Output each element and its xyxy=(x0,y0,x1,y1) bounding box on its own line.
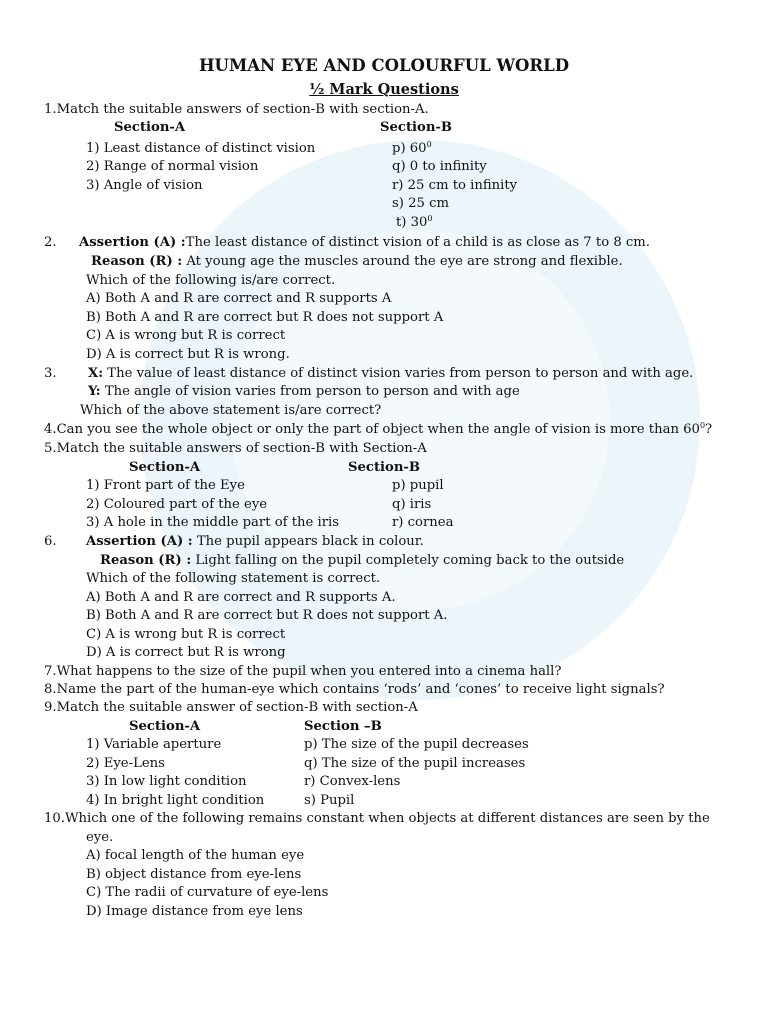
q6-option: D) A is correct but R is wrong xyxy=(86,645,286,660)
q9-b-item: r) Convex-lens xyxy=(304,774,401,789)
q6-reason: Reason (R) : Light falling on the pupil completely coming back to the outside xyxy=(100,553,625,568)
question-3-number: 3. xyxy=(44,366,57,381)
question-8: 8.Name the part of the human-eye which contains ‘rods’ and ‘cones’ to receive light signals? xyxy=(44,682,665,697)
q5-b-item: p) pupil xyxy=(392,478,444,493)
page-title: HUMAN EYE AND COLOURFUL WORLD xyxy=(198,56,570,75)
question-10-stem-continued: eye. xyxy=(86,830,114,845)
q6-option: A) Both A and R are correct and R supports A. xyxy=(86,590,396,605)
q9-section-a-heading: Section-A xyxy=(129,719,201,734)
q5-section-a-heading: Section-A xyxy=(129,460,201,475)
q5-section-b-heading: Section-B xyxy=(348,460,421,475)
q1-b-item: s) 25 cm xyxy=(392,196,449,211)
q1-b-item: t) $30^0$ xyxy=(396,214,433,230)
q2-option: A) Both A and R are correct and R supports A xyxy=(86,291,392,306)
question-9-stem: 9.Match the suitable answer of section-B with section-A xyxy=(44,700,418,715)
q5-b-item: r) cornea xyxy=(392,515,454,530)
q9-a-item: 1) Variable aperture xyxy=(86,737,222,752)
page-subtitle: ½ Mark Questions xyxy=(309,81,459,98)
question-7: 7.What happens to the size of the pupil when you entered into a cinema hall? xyxy=(44,664,562,679)
q5-a-item: 3) A hole in the middle part of the iris xyxy=(86,515,340,530)
q6-assertion: Assertion (A) : The pupil appears black in colour. xyxy=(86,534,424,549)
q2-option: B) Both A and R are correct but R does not support A xyxy=(86,310,444,325)
question-1-stem: 1.Match the suitable answers of section-B with section-A. xyxy=(44,102,429,117)
q1-a-item: 2) Range of normal vision xyxy=(86,159,259,174)
q5-b-item: q) iris xyxy=(392,497,432,512)
q6-prompt: Which of the following statement is correct. xyxy=(86,571,381,586)
q9-a-item: 3) In low light condition xyxy=(86,774,247,789)
q9-a-item: 2) Eye-Lens xyxy=(86,756,165,771)
q2-prompt: Which of the following is/are correct. xyxy=(86,273,336,288)
q1-section-a-heading: Section-A xyxy=(114,120,186,135)
q5-a-item: 1) Front part of the Eye xyxy=(86,478,245,493)
q5-a-item: 2) Coloured part of the eye xyxy=(86,497,268,512)
question-6-number: 6. xyxy=(44,534,57,549)
question-5-stem: 5.Match the suitable answers of section-B with Section-A xyxy=(44,441,427,456)
q1-a-item: 1) Least distance of distinct vision xyxy=(86,141,316,156)
question-4: 4.Can you see the whole object or only the part of object when the angle of vision is more than $60^0$? xyxy=(44,421,713,437)
q2-assertion: Assertion (A) :The least distance of distinct vision of a child is as close as 7 to 8 cm. xyxy=(79,235,650,250)
q3-prompt: Which of the above statement is/are correct? xyxy=(80,403,382,418)
q3-statement-y: Y: The angle of vision varies from person to person and with age xyxy=(88,384,520,399)
question-2-number: 2. xyxy=(44,235,57,250)
question-10-stem: 10.Which one of the following remains constant when objects at different distances are seen by the xyxy=(44,811,710,826)
q9-b-item: p) The size of the pupil decreases xyxy=(304,737,529,752)
q6-option: B) Both A and R are correct but R does not support A. xyxy=(86,608,448,623)
q2-option: C) A is wrong but R is correct xyxy=(86,328,286,343)
q9-b-item: q) The size of the pupil increases xyxy=(304,756,526,771)
q1-b-item: r) 25 cm to infinity xyxy=(392,178,518,193)
q2-option: D) A is correct but R is wrong. xyxy=(86,347,290,362)
q10-option: B) object distance from eye-lens xyxy=(86,867,302,882)
q10-option: A) focal length of the human eye xyxy=(86,848,305,863)
q1-section-b-heading: Section-B xyxy=(380,120,453,135)
q3-statement-x: X: The value of least distance of distinct vision varies from person to person and with age. xyxy=(88,366,694,381)
q6-option: C) A is wrong but R is correct xyxy=(86,627,286,642)
q10-option: C) The radii of curvature of eye-lens xyxy=(86,885,329,900)
q1-b-item: q) 0 to infinity xyxy=(392,159,487,174)
q2-reason: Reason (R) : At young age the muscles around the eye are strong and flexible. xyxy=(91,254,623,269)
q9-a-item: 4) In bright light condition xyxy=(86,793,265,808)
q9-section-b-heading: Section –B xyxy=(304,719,382,734)
q1-a-item: 3) Angle of vision xyxy=(86,178,203,193)
q10-option: D) Image distance from eye lens xyxy=(86,904,303,919)
q1-b-item: p) $60^0$ xyxy=(392,140,432,156)
q9-b-item: s) Pupil xyxy=(304,793,355,808)
